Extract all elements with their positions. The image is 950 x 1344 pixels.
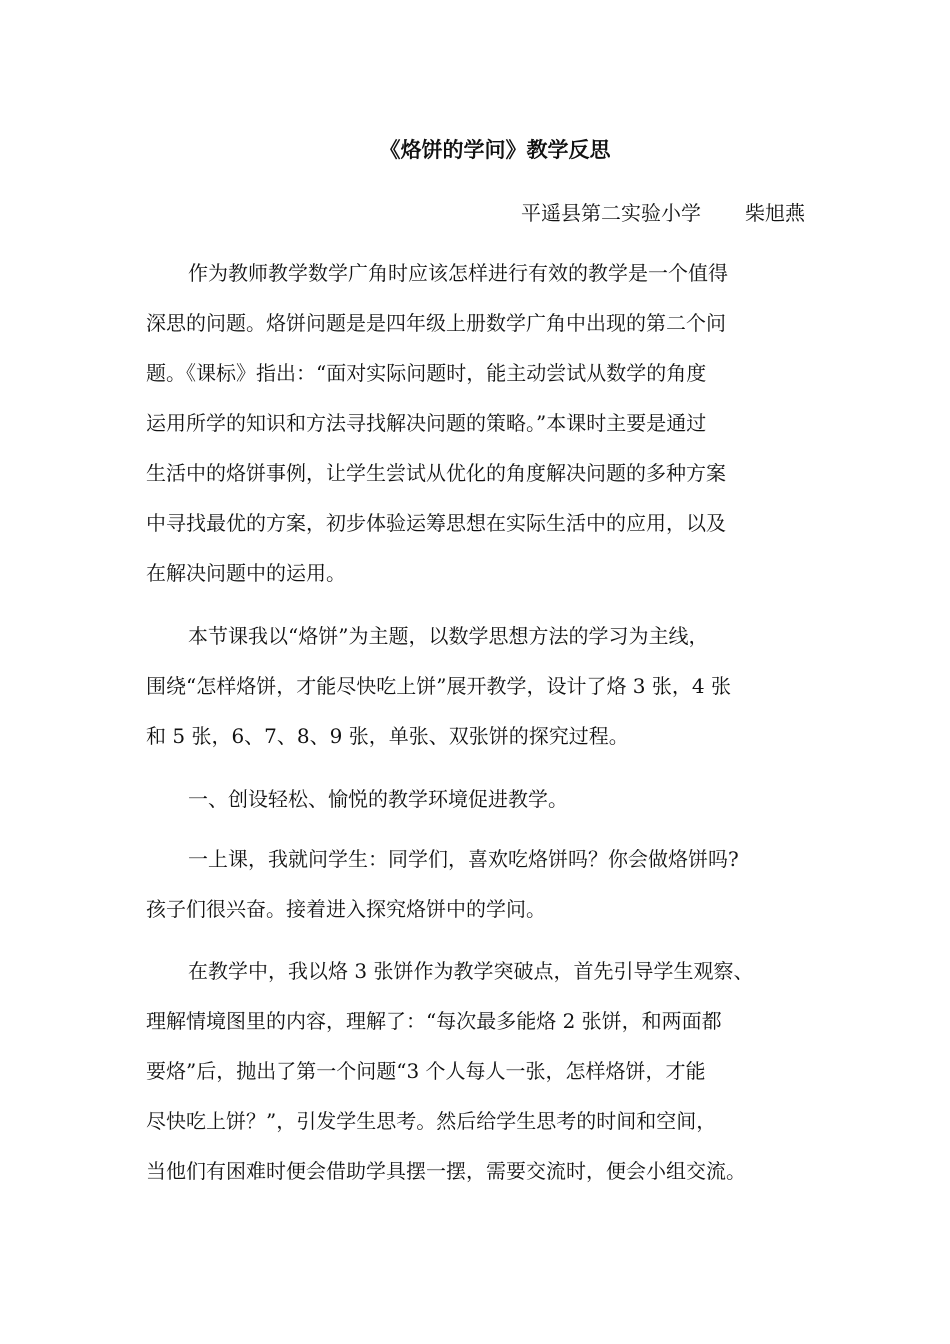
- text-line: 要烙”后，抛出了第一个问题“3 个人每人一张，怎样烙饼，才能: [146, 1059, 706, 1083]
- paragraph-3-heading: [146, 774, 812, 824]
- text-line: 深思的问题。烙饼问题是是四年级上册数学广角中出现的第二个问: [146, 311, 726, 335]
- text-line: 在教学中，我以烙 3 张饼作为教学突破点，首先引导学生观察、: [188, 959, 754, 983]
- text-line: 在解决问题中的运用。: [146, 561, 346, 585]
- paragraph-5: [146, 946, 812, 1196]
- author-name: 柴旭燕: [745, 201, 805, 225]
- text-line: 理解情境图里的内容，理解了：“每次最多能烙 2 张饼，和两面都: [146, 1009, 722, 1033]
- byline: [521, 196, 805, 230]
- text-line: 孩子们很兴奋。接着进入探究烙饼中的学问。: [146, 897, 546, 921]
- text-line: 生活中的烙饼事例，让学生尝试从优化的角度解决问题的多种方案: [146, 461, 726, 485]
- paragraph-2: [146, 611, 812, 761]
- text-line: 一上课，我就问学生：同学们，喜欢吃烙饼吗？你会做烙饼吗?: [188, 847, 739, 871]
- paragraph-4: [146, 834, 812, 934]
- text-line: 运用所学的知识和方法寻找解决问题的策略。”本课时主要是通过: [146, 411, 707, 435]
- text-line: 中寻找最优的方案，初步体验运筹思想在实际生活中的应用，以及: [146, 511, 726, 535]
- text-line: 题。《课标》指出：“面对实际问题时，能主动尝试从数学的角度: [146, 361, 707, 385]
- text-line: 本节课我以“烙饼”为主题，以数学思想方法的学习为主线，: [188, 624, 709, 648]
- text-line: 作为教师教学数学广角时应该怎样进行有效的教学是一个值得: [188, 261, 728, 285]
- school-name: 平遥县第二实验小学: [521, 201, 701, 225]
- text-line: 当他们有困难时便会借助学具摆一摆，需要交流时，便会小组交流。: [146, 1159, 746, 1183]
- text-line: 尽快吃上饼？”，引发学生思考。然后给学生思考的时间和空间，: [146, 1109, 717, 1133]
- document-title: 《烙饼的学问》教学反思: [379, 137, 611, 162]
- paragraph-1: [146, 248, 812, 598]
- text-line: 和 5 张，6、7、8、9 张，单张、双张饼的探究过程。: [146, 724, 629, 748]
- section-heading: 一、创设轻松、愉悦的教学环境促进教学。: [188, 787, 568, 811]
- text-line: 围绕“怎样烙饼，才能尽快吃上饼”展开教学，设计了烙 3 张，4 张: [146, 674, 731, 698]
